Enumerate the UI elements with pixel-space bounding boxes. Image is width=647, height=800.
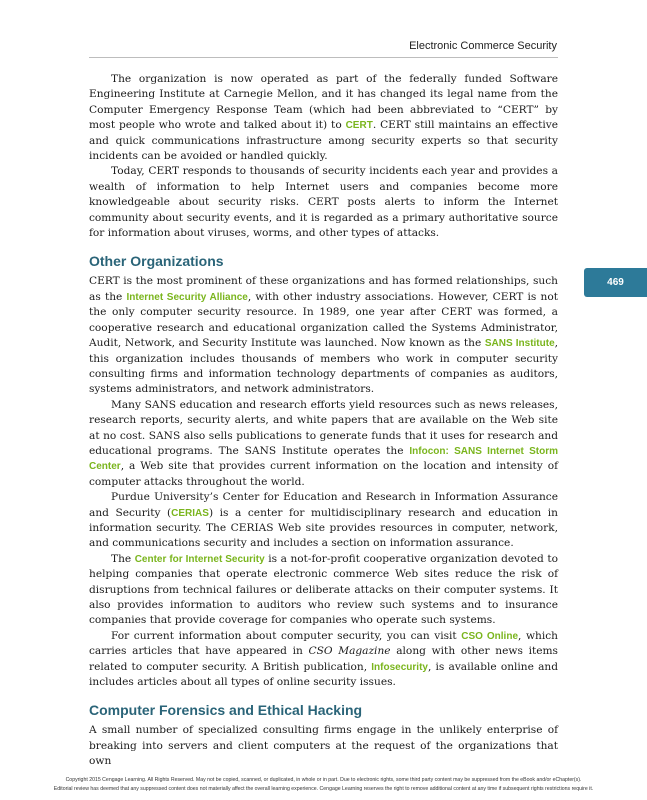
text-run: The organization is now operated as part of the federally funded Software Engineering Institute at Carnegie Mellon, and it has changed its legal name from the Computer Emergency Response Team (which had been abbreviated to “CERT” by most people who wrote and talked about it) to — [89, 73, 558, 132]
page-number-badge — [584, 268, 647, 297]
paragraph — [89, 629, 558, 691]
infosecurity-link[interactable]: Infosecurity — [371, 661, 428, 673]
copyright-line-1: Copyright 2015 Cengage Learning. All Rights Reserved. May not be copied, scanned, or duplicated, in whole or in part. Due to electronic rights, some third party content may be suppressed from the eBook and/or eChapter(s). — [65, 777, 582, 783]
center-for-internet-security-link[interactable]: Center for Internet Security — [134, 553, 265, 565]
text-run: The — [111, 552, 135, 565]
text-run: , is available online and includes articles about all types of online security issues. — [89, 660, 558, 689]
text-run: For current information about computer security, you can visit — [111, 629, 462, 642]
page-body — [89, 72, 558, 770]
text-run: , with other industry associations. However, CERT is not the only computer security resource. In 1989, one year after CERT was formed, a cooperative research and educational organization called the Systems Administrator, Audit, Network, and Security Institute was launched. Now known as the — [89, 290, 559, 350]
text-run: ) is a center for multidisciplinary research and education in information security. The CERIAS Web site provides resources in computer, network, and communications security and includes a section on information assurance. — [89, 506, 558, 550]
text-run: CERT is the most prominent of these organizations and has formed relationships, such as the — [89, 275, 558, 303]
paragraph — [89, 552, 558, 629]
paragraph — [89, 490, 558, 552]
paragraph — [89, 274, 558, 397]
header-rule — [89, 57, 558, 58]
cerias-link[interactable]: CERIAS — [171, 507, 209, 519]
internet-security-alliance-link[interactable]: Internet Security Alliance — [126, 291, 248, 303]
infocon-storm-center-link[interactable]: Infocon: SANS Internet Storm Center — [89, 445, 558, 473]
text-run: , a Web site that provides current information on the location and intensity of computer attacks throughout the world. — [89, 460, 558, 488]
text-run: is a not-for-profit cooperative organization devoted to helping companies that operate electronic commerce Web sites reduce the risk of disruptions from technical failures or deliberate attacks on their computer systems. It also provides information to auditors who review such systems and to insurance companies that provide coverage for companies who operate such systems. — [89, 552, 558, 627]
cso-online-link[interactable]: CSO Online — [461, 630, 519, 642]
text-run: , this organization includes thousands of members who work in computer security consulting firms and information technology departments of companies as auditors, systems administrators, and network administrators. — [89, 337, 559, 396]
sans-institute-link[interactable]: SANS Institute — [484, 338, 555, 350]
text-run: , which carries articles that have appeared in — [89, 629, 558, 658]
paragraph: A small number of specialized consulting firms engage in the unlikely enterprise of breaking into servers and client computers at the request of the organizations that own — [89, 724, 558, 768]
text-run: Many SANS education and research efforts yield resources such as news releases, research reports, security alerts, and white papers that are available on the Web site at no cost. SANS also sells publications to generate funds that it uses for research and educational programs. The SANS Institute operates the — [89, 398, 558, 457]
copyright-line-2: Editorial review has deemed that any suppressed content does not materially affect the overall learning experience. Cengage Learning reserves the right to remove additional content at any time if subsequent rights restrictions require it. — [53, 786, 594, 792]
section-heading-computer-forensics: Computer Forensics and Ethical Hacking — [89, 702, 363, 719]
running-head-title: Electronic Commerce Security — [409, 40, 557, 52]
cert-link[interactable]: CERT — [345, 120, 373, 132]
page-number: 469 — [607, 277, 624, 288]
text-run: Purdue University’s Center for Education and Research in Information Assurance and Security ( — [89, 491, 558, 519]
paragraph — [89, 398, 558, 490]
text-run: . CERT still maintains an effective and quick communications infrastructure among security experts so that security incidents can be avoided or handled quickly. — [89, 119, 558, 163]
text-run: along with other news items related to computer security. A British publication, — [89, 645, 558, 673]
magazine-title: CSO Magazine — [308, 645, 391, 658]
copyright-footer — [4, 776, 643, 794]
section-heading-other-organizations: Other Organizations — [89, 253, 224, 270]
paragraph: Today, CERT responds to thousands of security incidents each year and provides a wealth of information to help Internet users and companies become more knowledgeable about security risks. CERT posts alerts to inform the Internet community about security events, and it is regarded as a primary authoritative source for information about viruses, worms, and other types of attacks. — [89, 165, 558, 240]
paragraph — [89, 72, 558, 164]
